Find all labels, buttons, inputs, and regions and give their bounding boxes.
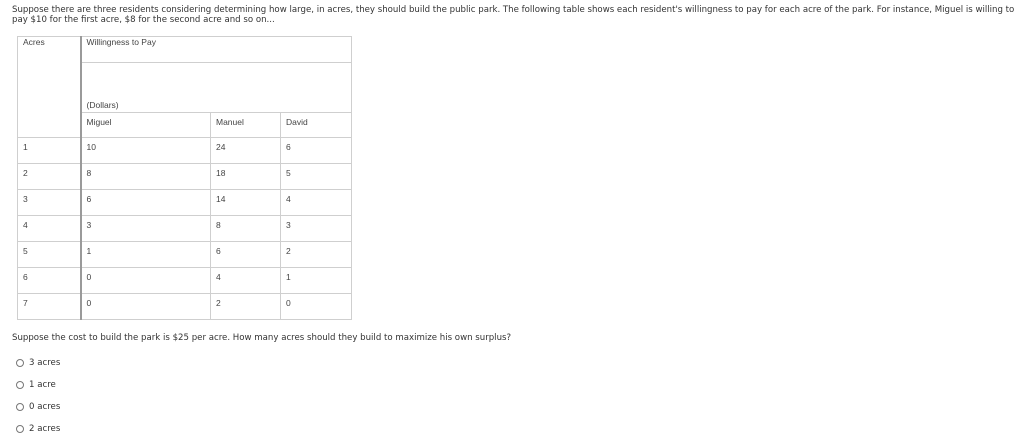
acre-cell: 1 (18, 138, 81, 164)
option-label: 0 acres (29, 402, 61, 412)
miguel-cell: 0 (81, 294, 211, 320)
willingness-to-pay-table (17, 36, 352, 320)
david-cell: 5 (281, 164, 352, 190)
option-1-acre[interactable] (16, 374, 60, 396)
david-cell: 2 (281, 242, 352, 268)
option-3-acres[interactable] (16, 352, 60, 374)
acre-cell: 4 (18, 216, 81, 242)
option-label: 3 acres (29, 358, 61, 368)
acres-header: Acres (18, 37, 81, 138)
question-intro: Suppose there are three residents considering determining how large, in acres, they should build the public park. The following table shows each resident's willingness to pay for each acre of the park. For instance, Miguel is willing to pay $10 for the first acre, $8 for the second acre and so on... (12, 5, 1015, 25)
table-row (18, 138, 352, 164)
miguel-cell: 8 (81, 164, 211, 190)
acre-cell: 6 (18, 268, 81, 294)
radio-button[interactable] (16, 359, 24, 367)
answer-options (16, 352, 60, 440)
manuel-cell: 2 (211, 294, 281, 320)
table-row (18, 268, 352, 294)
radio-button[interactable] (16, 381, 24, 389)
miguel-cell: 0 (81, 268, 211, 294)
david-cell: 0 (281, 294, 352, 320)
acre-cell: 7 (18, 294, 81, 320)
header-miguel: Miguel (81, 113, 211, 138)
unit-label: (Dollars) (81, 63, 352, 113)
miguel-cell: 6 (81, 190, 211, 216)
miguel-cell: 10 (81, 138, 211, 164)
manuel-cell: 18 (211, 164, 281, 190)
option-label: 1 acre (29, 380, 56, 390)
miguel-cell: 3 (81, 216, 211, 242)
acre-cell: 5 (18, 242, 81, 268)
table-row (18, 164, 352, 190)
acre-cell: 3 (18, 190, 81, 216)
manuel-cell: 24 (211, 138, 281, 164)
willingness-header: Willingness to Pay (81, 37, 352, 63)
radio-button[interactable] (16, 425, 24, 433)
manuel-cell: 6 (211, 242, 281, 268)
david-cell: 1 (281, 268, 352, 294)
miguel-cell: 1 (81, 242, 211, 268)
option-2-acres[interactable] (16, 418, 60, 440)
table-row (18, 294, 352, 320)
option-0-acres[interactable] (16, 396, 60, 418)
option-label: 2 acres (29, 424, 61, 434)
manuel-cell: 8 (211, 216, 281, 242)
david-cell: 6 (281, 138, 352, 164)
david-cell: 3 (281, 216, 352, 242)
header-david: David (281, 113, 352, 138)
david-cell: 4 (281, 190, 352, 216)
radio-button[interactable] (16, 403, 24, 411)
header-manuel: Manuel (211, 113, 281, 138)
table-row (18, 242, 352, 268)
manuel-cell: 14 (211, 190, 281, 216)
acre-cell: 2 (18, 164, 81, 190)
question-prompt: Suppose the cost to build the park is $25 per acre. How many acres should they build to maximize his own surplus? (12, 333, 512, 343)
table-row (18, 190, 352, 216)
table-row (18, 216, 352, 242)
manuel-cell: 4 (211, 268, 281, 294)
